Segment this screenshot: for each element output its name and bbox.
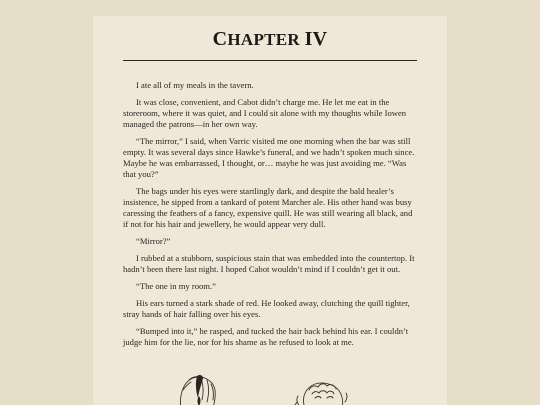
chapter-title bbox=[93, 28, 447, 51]
paragraph: His ears turned a stark shade of red. He looked away, clutching the quill tighter, stray hands of hair falling over his eyes. bbox=[123, 298, 410, 319]
paragraph: “The one in my room.” bbox=[136, 281, 216, 291]
chapter-illustration bbox=[93, 368, 447, 405]
title-divider bbox=[123, 60, 417, 61]
paragraph: I ate all of my meals in the tavern. bbox=[136, 80, 254, 90]
chapter-title-initial: C bbox=[212, 28, 228, 50]
book-page bbox=[93, 16, 447, 405]
paragraph: It was close, convenient, and Cabot didn’t charge me. He let me eat in the storeroom, where it was quiet, and I could sit alone with my thoughts while Iowen managed the patrons—in her own way. bbox=[123, 97, 407, 129]
paragraph: I rubbed at a stubborn, suspicious stain that was embedded into the countertop. It hadn’t been there last night. I hoped Cabot wouldn’t mind if I couldn’t get it out. bbox=[123, 253, 415, 274]
paragraph: The bags under his eyes were startlingly dark, and despite the bald healer’s insistence, he sipped from a tankard of potent Marcher ale. His other hand was busy caressing the feathers of a fancy, expensive quill. He was still wearing all black, and if not for his hair and jewellery, he would appear very dull. bbox=[123, 186, 413, 229]
paragraph: “Mirror?” bbox=[136, 236, 171, 246]
chapter-title-word: HAPTER bbox=[227, 30, 300, 49]
paragraph: “The mirror,” I said, when Varric visited me one morning when the bar was still empty. It was several days since Hawke’s funeral, and we hadn’t spoken much since. Maybe he was embarrassed, I thought, or… maybe he was just avoiding me. “Was that you?” bbox=[123, 136, 415, 179]
chapter-number: IV bbox=[304, 28, 328, 50]
chapter-body bbox=[123, 80, 419, 354]
paragraph: “Bumped into it,” he rasped, and tucked the hair back behind his ear. I couldn’t judge him for the lie, nor for his shame as he refused to look at me. bbox=[123, 326, 409, 347]
